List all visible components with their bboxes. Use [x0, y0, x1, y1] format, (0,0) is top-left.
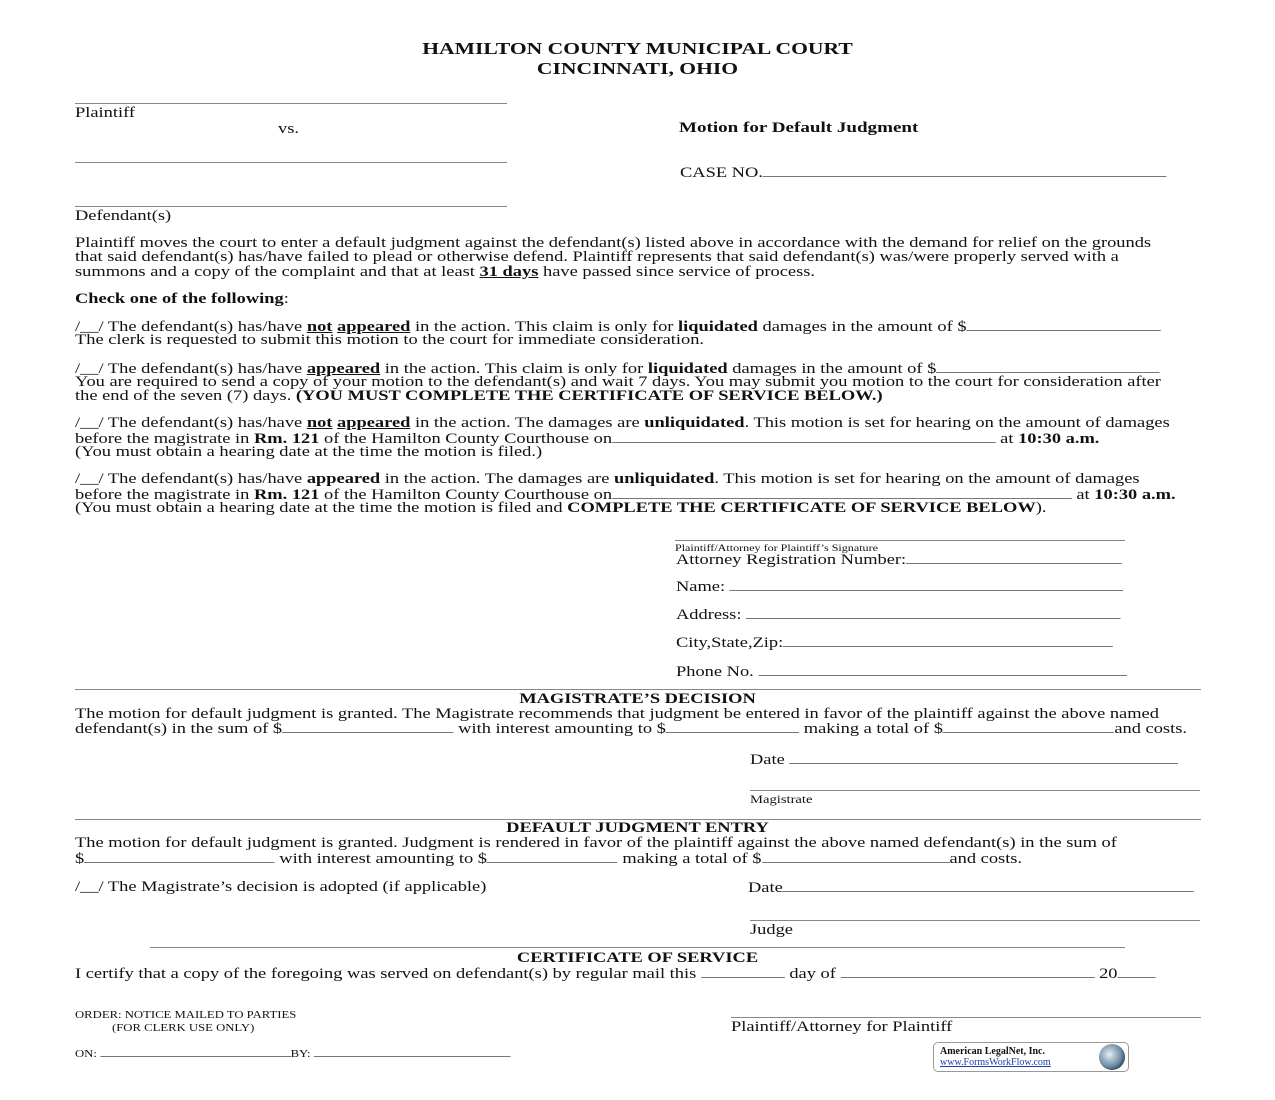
entry-line-2[interactable] — [75, 850, 1022, 867]
appeared: appeared — [337, 415, 411, 431]
option-4-line-1[interactable] — [75, 471, 1140, 487]
t: /__/ The defendant(s) has/have — [75, 319, 307, 335]
certificate-notice: COMPLETE THE CERTIFICATE OF SERVICE BELOW — [567, 500, 1036, 516]
interest-field[interactable] — [666, 720, 799, 733]
label: Date — [748, 880, 783, 896]
option-3-line-3: (You must obtain a hearing date at the time the motion is filed.) — [75, 444, 543, 460]
t: with interest amounting to $ — [274, 851, 487, 867]
case-no-field[interactable] — [763, 164, 1167, 177]
attorney-name[interactable] — [676, 578, 1123, 595]
option-2-line-2: You are required to send a copy of your motion to the defendant(s) and wait 7 days. You may submit you motion to the court for consideration after — [75, 374, 1161, 390]
plaintiff-sig-line[interactable] — [731, 1017, 1201, 1018]
t: in the action. This claim is only for — [410, 319, 679, 335]
t: damages in the amount of $ — [757, 319, 967, 335]
judge-label: Judge — [750, 922, 793, 938]
certificate-notice: (YOU MUST COMPLETE THE CERTIFICATE OF SERVICE BELOW.) — [295, 388, 883, 404]
divider — [75, 689, 1201, 690]
court-city: CINCINNATI, OHIO — [536, 59, 739, 78]
sum-field[interactable] — [282, 720, 453, 733]
logo-company: American LegalNet, Inc. — [940, 1046, 1045, 1057]
field[interactable] — [789, 751, 1178, 764]
judge-date[interactable] — [748, 879, 1194, 896]
t: (You must obtain a hearing date at the time the motion is filed and — [75, 500, 568, 516]
by-field[interactable] — [314, 1047, 511, 1057]
t: before the magistrate in — [75, 431, 254, 447]
t: at — [1071, 487, 1095, 503]
month-field[interactable] — [840, 965, 1094, 978]
magistrate-line-2[interactable] — [75, 720, 1187, 737]
t: . This motion is set for hearing on the amount of damages — [714, 471, 1140, 487]
divider — [150, 947, 1125, 948]
american-legalnet-logo[interactable] — [933, 1042, 1129, 1072]
plaintiff-line[interactable] — [75, 103, 507, 104]
unliquidated: unliquidated — [644, 415, 745, 431]
case-no-label: CASE NO. — [680, 165, 763, 181]
t: making a total of $ — [617, 851, 762, 867]
amount-field[interactable] — [967, 318, 1161, 331]
attorney-csz[interactable] — [676, 634, 1113, 651]
motion-title: Motion for Default Judgment — [679, 120, 919, 136]
clerk-on-by[interactable] — [75, 1047, 511, 1063]
label: City,State,Zip: — [676, 635, 784, 651]
judge-sig-line[interactable] — [750, 920, 1200, 921]
signature-label: Plaintiff/Attorney for Plaintiff’s Signature — [675, 544, 878, 554]
entry-line-1: The motion for default judgment is granted. Judgment is rendered in favor of the plaintiff against the above named defendant(s) in the sum of — [75, 835, 1117, 851]
t: I certify that a copy of the foregoing was served on defendant(s) by regular mail this — [75, 966, 701, 982]
defendant-line-2[interactable] — [75, 206, 507, 207]
intro-line-1: Plaintiff moves the court to enter a default judgment against the defendant(s) listed above in accordance with the demand for relief on the grounds — [75, 235, 1152, 251]
t: with interest amounting to $ — [453, 721, 666, 737]
attorney-reg[interactable] — [676, 551, 1122, 568]
t: /__/ The defendant(s) has/have — [75, 471, 307, 487]
option-1-line-2: The clerk is requested to submit this motion to the court for immediate consideration. — [75, 332, 705, 348]
days-emphasis: 31 days — [479, 264, 539, 280]
room: Rm. 121 — [253, 487, 320, 503]
court-name: HAMILTON COUNTY MUNICIPAL COURT — [422, 39, 853, 58]
entry-title: DEFAULT JUDGMENT ENTRY — [506, 820, 769, 836]
defendant-line-1[interactable] — [75, 162, 507, 163]
t: damages in the amount of $ — [727, 361, 937, 377]
intro-text-end: have passed since service of process. — [538, 264, 816, 280]
year-field[interactable] — [1117, 965, 1155, 978]
time: 10:30 a.m. — [1094, 487, 1176, 503]
on-field[interactable] — [100, 1047, 291, 1057]
attorney-address[interactable] — [676, 606, 1121, 623]
t: /__/ The defendant(s) has/have — [75, 415, 307, 431]
field[interactable] — [758, 663, 1126, 676]
appeared: appeared — [306, 471, 381, 487]
liquidated: liquidated — [647, 361, 728, 377]
t: defendant(s) in the sum of $ — [75, 721, 283, 737]
t: ). — [1035, 500, 1047, 516]
t: and costs. — [949, 851, 1023, 867]
not: not — [306, 415, 333, 431]
colon: : — [283, 291, 289, 307]
t: /__/ The defendant(s) has/have — [75, 361, 307, 377]
option-2-line-3 — [75, 388, 883, 404]
t: of the Hamilton County Courthouse on — [319, 431, 613, 447]
t: the end of the seven (7) days. — [75, 388, 296, 404]
t: $ — [75, 851, 85, 867]
option-4-line-3 — [75, 500, 1046, 516]
hearing-date-field[interactable] — [612, 486, 1072, 499]
day-field[interactable] — [701, 965, 785, 978]
t: in the action. The damages are — [380, 471, 615, 487]
t: day of — [784, 966, 841, 982]
field[interactable] — [730, 578, 1124, 591]
magistrate-date[interactable] — [750, 751, 1178, 768]
intro-line-3 — [75, 264, 815, 280]
amount-field[interactable] — [936, 360, 1160, 373]
label: Phone No. — [676, 664, 759, 680]
intro-text: summons and a copy of the complaint and that at least — [75, 264, 480, 280]
attorney-phone[interactable] — [676, 663, 1127, 680]
plaintiff-sig-label: Plaintiff/Attorney for Plaintiff — [731, 1019, 953, 1035]
clerk-order: ORDER: NOTICE MAILED TO PARTIES — [75, 1010, 297, 1021]
label: Address: — [676, 607, 747, 623]
vs-label: vs. — [278, 121, 299, 137]
appeared: appeared — [306, 361, 381, 377]
field[interactable] — [783, 634, 1113, 647]
clerk-use: (FOR CLERK USE ONLY) — [112, 1023, 255, 1034]
plaintiff-label: Plaintiff — [75, 105, 136, 121]
label: Date — [750, 752, 790, 768]
on-label: ON: — [75, 1049, 101, 1060]
check-title: Check one of the following — [75, 291, 284, 307]
t: in the action. The damages are — [410, 415, 645, 431]
total-field[interactable] — [943, 720, 1114, 733]
defendant-label: Defendant(s) — [75, 208, 172, 224]
adopted-checkbox[interactable]: /__/ The Magistrate’s decision is adopted (if applicable) — [75, 879, 487, 895]
t: of the Hamilton County Courthouse on — [319, 487, 613, 503]
t: and costs. — [1114, 721, 1187, 737]
by-label: BY: — [290, 1049, 314, 1060]
appeared: appeared — [337, 319, 411, 335]
t: before the magistrate in — [75, 487, 254, 503]
t: 20 — [1094, 966, 1118, 982]
magistrate-label: Magistrate — [750, 794, 813, 806]
magistrate-title: MAGISTRATE’S DECISION — [519, 691, 756, 707]
magistrate-line-1: The motion for default judgment is granted. The Magistrate recommends that judgment be entered in favor of the plaintiff against the above named — [75, 706, 1159, 722]
t: in the action. This claim is only for — [380, 361, 648, 377]
case-no — [680, 164, 1167, 181]
field[interactable] — [783, 879, 1194, 892]
room: Rm. 121 — [253, 431, 320, 447]
sum-field[interactable] — [84, 850, 275, 863]
certificate-line[interactable] — [75, 965, 1156, 982]
t: . This motion is set for hearing on the amount of damages — [744, 415, 1170, 431]
time: 10:30 a.m. — [1018, 431, 1100, 447]
label: Attorney Registration Number: — [676, 552, 907, 568]
t: making a total of $ — [799, 721, 943, 737]
label: Name: — [676, 579, 730, 595]
unliquidated: unliquidated — [614, 471, 715, 487]
globe-icon — [1099, 1044, 1125, 1070]
intro-line-2: that said defendant(s) has/have failed to plead or otherwise defend. Plaintiff represents that said defendant(s) was/were properly served with a — [75, 249, 1119, 265]
t: at — [995, 431, 1019, 447]
check-heading — [75, 291, 289, 307]
option-3-line-1[interactable] — [75, 415, 1170, 431]
certificate-title: CERTIFICATE OF SERVICE — [516, 950, 759, 966]
liquidated: liquidated — [678, 319, 758, 335]
total-field[interactable] — [761, 850, 949, 863]
field[interactable] — [906, 551, 1122, 564]
not: not — [306, 319, 333, 335]
logo-url[interactable]: www.FormsWorkFlow.com — [940, 1057, 1051, 1068]
magistrate-sig-line[interactable] — [750, 790, 1200, 791]
hearing-date-field[interactable] — [612, 430, 996, 443]
field[interactable] — [746, 606, 1121, 619]
interest-field[interactable] — [487, 850, 618, 863]
